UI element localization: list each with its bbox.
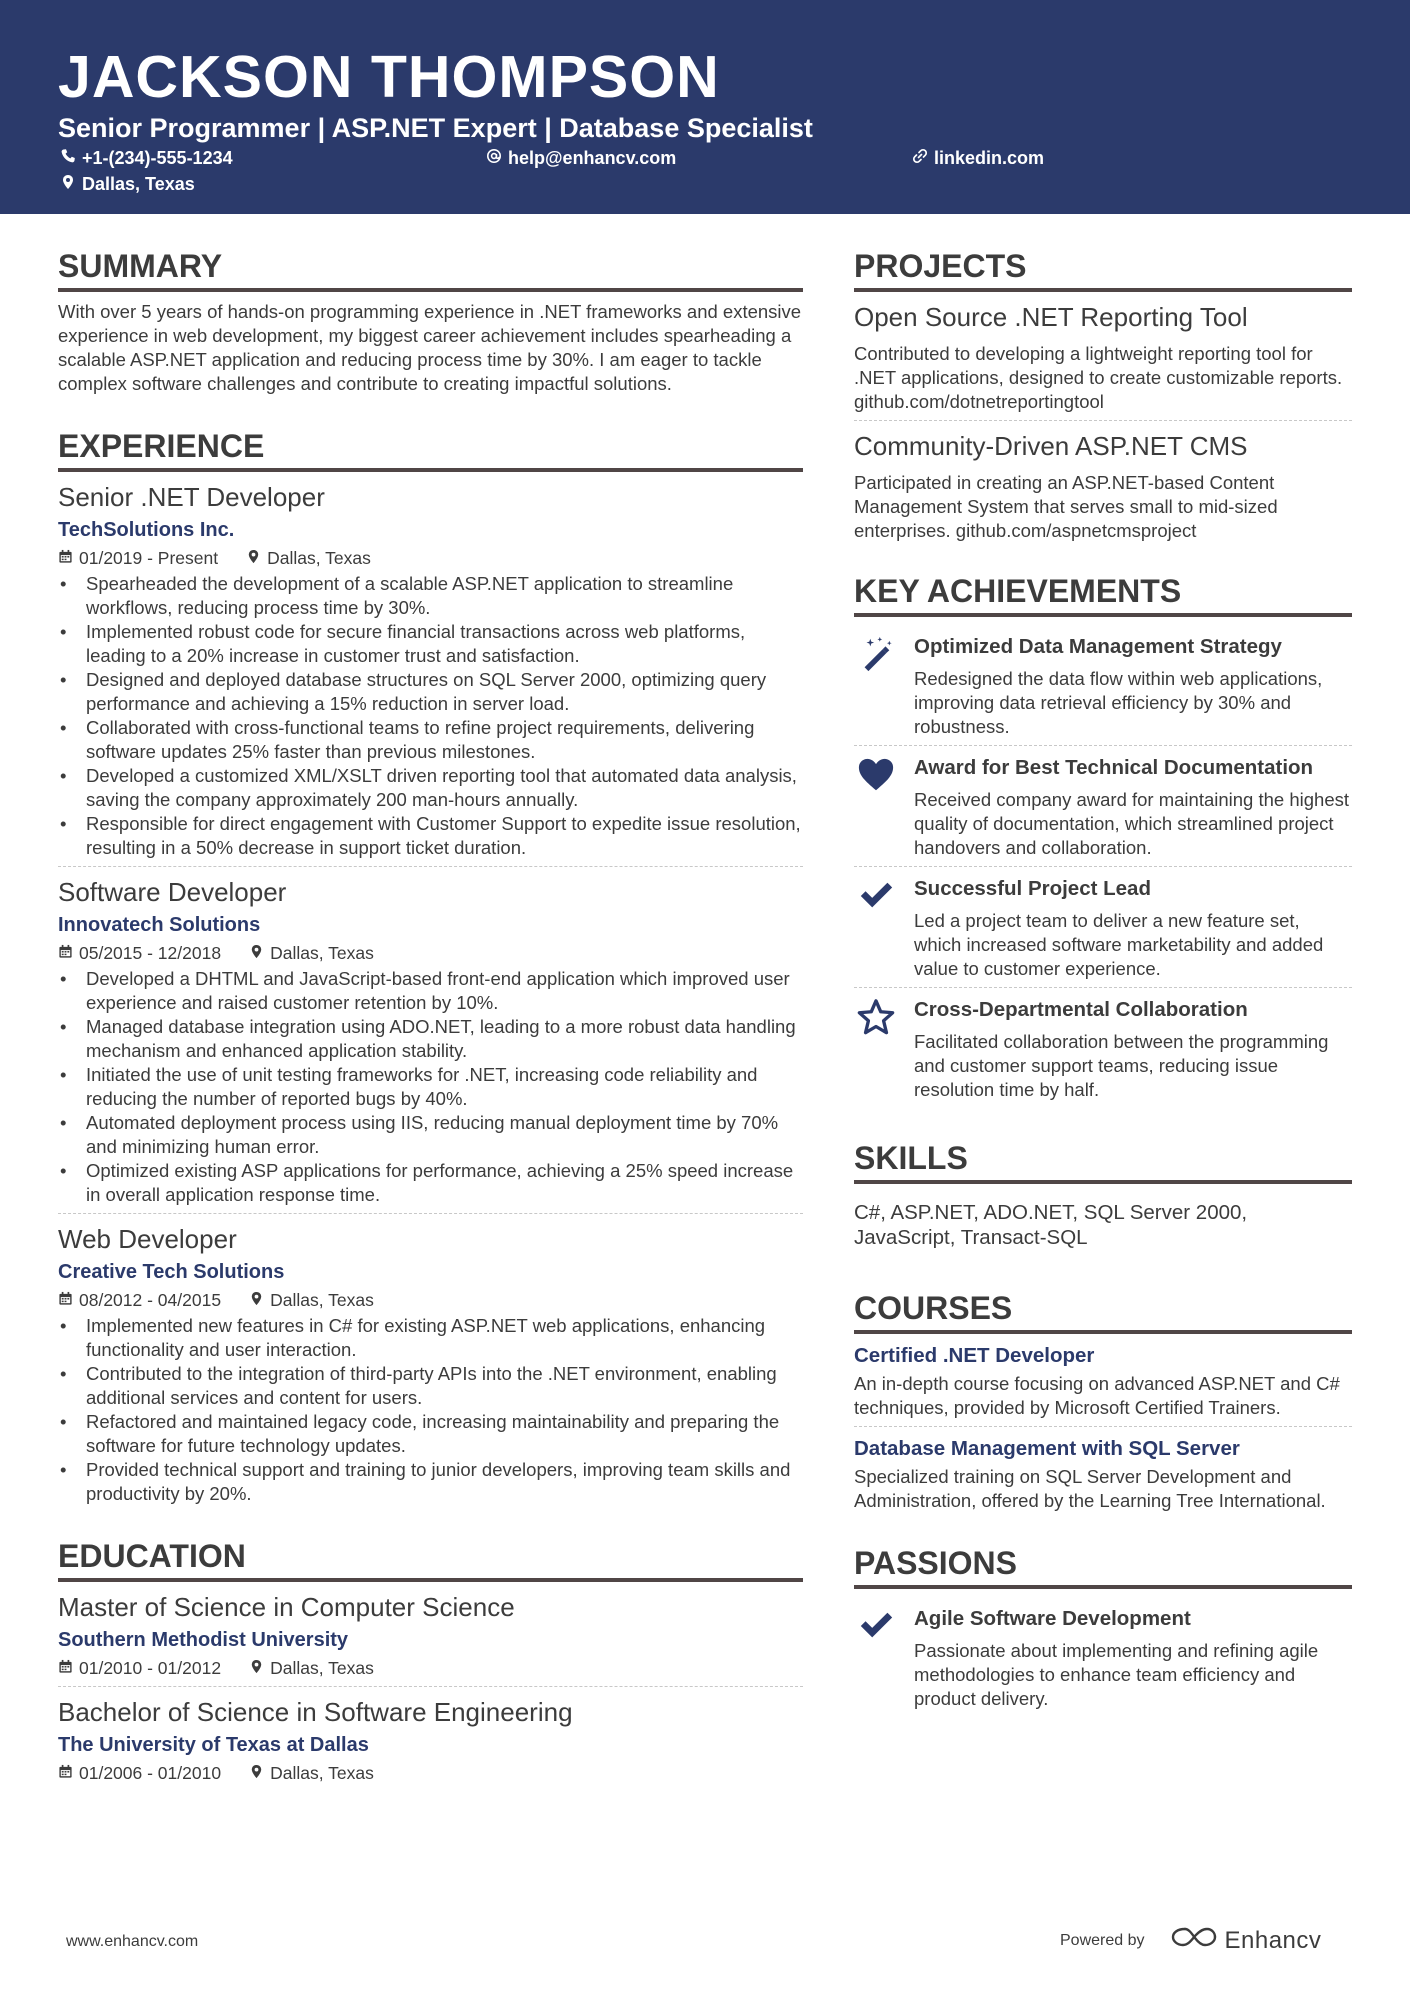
section-title-experience: EXPERIENCE [58,426,803,472]
checkmark-icon [854,875,898,981]
course-description: An in-depth course focusing on advanced ASP.NET and C# techniques, provided by Microsoft Certified Trainers. [854,1373,1340,1418]
calendar-icon [58,941,73,965]
job-company: Creative Tech Solutions [58,1261,285,1283]
magic-wand-icon [854,633,898,739]
project-entry [854,429,1352,543]
education-meta [58,1761,803,1785]
degree-title: Master of Science in Computer Science [58,1592,515,1622]
education-location: Dallas, Texas [270,1658,374,1678]
job-role: Web Developer [58,1224,237,1254]
heart-icon [854,754,898,860]
job-company: TechSolutions Inc. [58,519,235,541]
course-title: Certified .NET Developer [854,1344,1095,1367]
achievement-item [854,746,1352,866]
job-location: Dallas, Texas [270,1290,374,1310]
achievement-item [854,625,1352,745]
calendar-icon [58,1288,73,1312]
job-bullets [58,572,803,860]
job-role: Senior .NET Developer [58,482,325,512]
achievements-section [854,571,1352,1108]
candidate-name: JACKSON THOMPSON [58,44,720,110]
job-dates: 05/2015 - 12/2018 [79,943,222,963]
course-entry [854,1435,1352,1513]
divider [58,1686,803,1687]
project-description: Contributed to developing a lightweight reporting tool for .NET applications, designed to create customizable reports. github.com/dotnetreportingtool [854,343,1343,412]
contact-location [60,172,195,196]
education-dates: 01/2010 - 01/2012 [79,1658,222,1678]
candidate-title: Senior Programmer | ASP.NET Expert | Database Specialist [58,113,813,143]
contact-phone[interactable] [60,146,233,170]
achievement-description: Redesigned the data flow within web applications, improving data retrieval efficiency by 30% and robustness. [914,668,1323,737]
contact-email[interactable] [486,146,676,170]
section-title-summary: SUMMARY [58,246,803,292]
job-entry [58,875,803,1207]
bullet-item: • Implemented new features in C# for existing ASP.NET web applications, enhancing functionality and user interaction. [86,1314,803,1362]
courses-section [854,1288,1352,1513]
course-title: Database Management with SQL Server [854,1437,1240,1460]
bullet-item: • Implemented robust code for secure financial transactions across web platforms, leading to a 20% increase in customer trust and satisfaction. [86,620,803,668]
calendar-icon [58,1761,73,1785]
achievement-description: Facilitated collaboration between the programming and customer support teams, reducing issue resolution time by half. [914,1031,1329,1100]
at-icon [486,146,502,170]
divider [854,420,1352,421]
education-dates: 01/2006 - 01/2010 [79,1763,222,1783]
bullet-item: • Collaborated with cross-functional teams to refine project requirements, delivering software updates 25% faster than previous milestones. [86,716,803,764]
experience-section [58,426,803,1506]
job-bullets [58,1314,803,1506]
link-icon [912,146,928,170]
divider [58,1213,803,1214]
enhancv-logo-icon [1171,1925,1217,1956]
passion-description: Passionate about implementing and refining agile methodologies to enhance team efficiency and product delivery. [914,1640,1319,1709]
achievement-title: Cross-Departmental Collaboration [914,998,1248,1021]
location-pin-icon [249,1761,264,1785]
phone-text: +1-(234)-555-1234 [82,148,233,168]
bullet-item: • Spearheaded the development of a scalable ASP.NET application to streamline workflows, reducing process time by 30%. [86,572,803,620]
job-meta [58,546,803,570]
section-title-skills: SKILLS [854,1138,1352,1184]
email-text: help@enhancv.com [508,148,677,168]
bullet-item: • Optimized existing ASP applications for performance, achieving a 25% speed increase in overall application response time. [86,1159,803,1207]
job-location: Dallas, Texas [270,943,374,963]
skills-list: C#, ASP.NET, ADO.NET, SQL Server 2000, JavaScript, Transact-SQL [854,1201,1248,1249]
footer-branding[interactable] [1060,1925,1321,1956]
job-location: Dallas, Texas [267,548,371,568]
location-pin-icon [249,941,264,965]
achievement-description: Received company award for maintaining the highest quality of documentation, which streamlined project handovers and collaboration. [914,789,1349,858]
location-pin-icon [60,172,76,196]
brand-name: Enhancv [1224,1926,1322,1954]
degree-title: Bachelor of Science in Software Engineering [58,1697,573,1727]
skills-section [854,1138,1352,1250]
job-entry [58,1222,803,1506]
passions-section [854,1543,1352,1717]
bullet-item: • Contributed to the integration of third-party APIs into the .NET environment, enabling additional services and content for users. [86,1362,803,1410]
bullet-item: • Refactored and maintained legacy code, increasing maintainability and preparing the software for future technology updates. [86,1410,803,1458]
divider [58,866,803,867]
calendar-icon [58,1656,73,1680]
bullet-item: • Designed and deployed database structures on SQL Server 2000, optimizing query performance and achieving a 15% reduction in server load. [86,668,803,716]
education-entry [58,1695,803,1785]
projects-section [854,246,1352,543]
course-entry [854,1342,1352,1420]
right-column [854,246,1352,1739]
powered-by-label: Powered by [1060,1931,1145,1949]
section-title-education: EDUCATION [58,1536,803,1582]
calendar-icon [58,546,73,570]
passion-title: Agile Software Development [914,1607,1191,1630]
website-text: linkedin.com [934,148,1045,168]
phone-icon [60,146,76,170]
achievement-item [854,867,1352,987]
project-title: Community-Driven ASP.NET CMS [854,431,1248,461]
summary-section [58,246,803,396]
checkmark-icon [854,1605,898,1711]
course-description: Specialized training on SQL Server Development and Administration, offered by the Learning Tree International. [854,1466,1326,1511]
job-meta [58,1288,803,1312]
bullet-item: • Automated deployment process using IIS, reducing manual deployment time by 70% and minimizing human error. [86,1111,803,1159]
education-entry [58,1590,803,1680]
job-bullets [58,967,803,1207]
passion-item [854,1597,1352,1717]
project-entry [854,300,1352,414]
star-icon [854,996,898,1102]
bullet-item: • Developed a DHTML and JavaScript-based front-end application which improved user experience and raised customer retention by 10%. [86,967,803,1015]
job-dates: 01/2019 - Present [79,548,219,568]
achievement-title: Successful Project Lead [914,877,1151,900]
bullet-item: • Initiated the use of unit testing frameworks for .NET, increasing code reliability and reducing the number of reported bugs by 40%. [86,1063,803,1111]
location-pin-icon [249,1288,264,1312]
project-description: Participated in creating an ASP.NET-based Content Management System that serves small to mid-sized enterprises. github.com/aspnetcmsproject [854,472,1278,541]
section-title-projects: PROJECTS [854,246,1352,292]
bullet-item: • Responsible for direct engagement with Customer Support to expedite issue resolution, resulting in a 50% decrease in support ticket duration. [86,812,803,860]
job-dates: 08/2012 - 04/2015 [79,1290,222,1310]
achievement-description: Led a project team to deliver a new feature set, which increased software marketability and added value to customer experience. [914,910,1324,979]
location-pin-icon [249,1656,264,1680]
job-company: Innovatech Solutions [58,914,261,936]
location-text: Dallas, Texas [82,174,195,194]
left-column [58,246,803,1807]
footer-website[interactable]: www.enhancv.com [66,1933,199,1950]
bullet-item: • Developed a customized XML/XSLT driven reporting tool that automated data analysis, saving the company approximately 200 man-hours annually. [86,764,803,812]
job-entry [58,480,803,860]
brand-logo [1171,1925,1322,1956]
job-role: Software Developer [58,877,287,907]
school-name: Southern Methodist University [58,1629,349,1651]
resume-header [0,0,1410,214]
summary-text: With over 5 years of hands-on programming experience in .NET frameworks and extensive experience in web development, my biggest career achievement includes spearheading a scalable ASP.NET application and reducing process time by 30%. I am eager to tackle complex software challenges and contribute to creating impactful solutions. [58,301,802,394]
school-name: The University of Texas at Dallas [58,1734,369,1756]
job-meta [58,941,803,965]
contact-website[interactable] [912,146,1044,170]
divider [854,1426,1352,1427]
achievement-title: Optimized Data Management Strategy [914,635,1282,658]
project-title: Open Source .NET Reporting Tool [854,302,1248,332]
section-title-achievements: KEY ACHIEVEMENTS [854,571,1352,617]
section-title-courses: COURSES [854,1288,1352,1334]
bullet-item: • Managed database integration using ADO.NET, leading to a more robust data handling mechanism and enhanced application stability. [86,1015,803,1063]
achievement-title: Award for Best Technical Documentation [914,756,1314,779]
bullet-item: • Provided technical support and training to junior developers, improving team skills and productivity by 20%. [86,1458,803,1506]
education-section [58,1536,803,1785]
section-title-passions: PASSIONS [854,1543,1352,1589]
education-meta [58,1656,803,1680]
achievement-item [854,988,1352,1108]
location-pin-icon [246,546,261,570]
education-location: Dallas, Texas [270,1763,374,1783]
